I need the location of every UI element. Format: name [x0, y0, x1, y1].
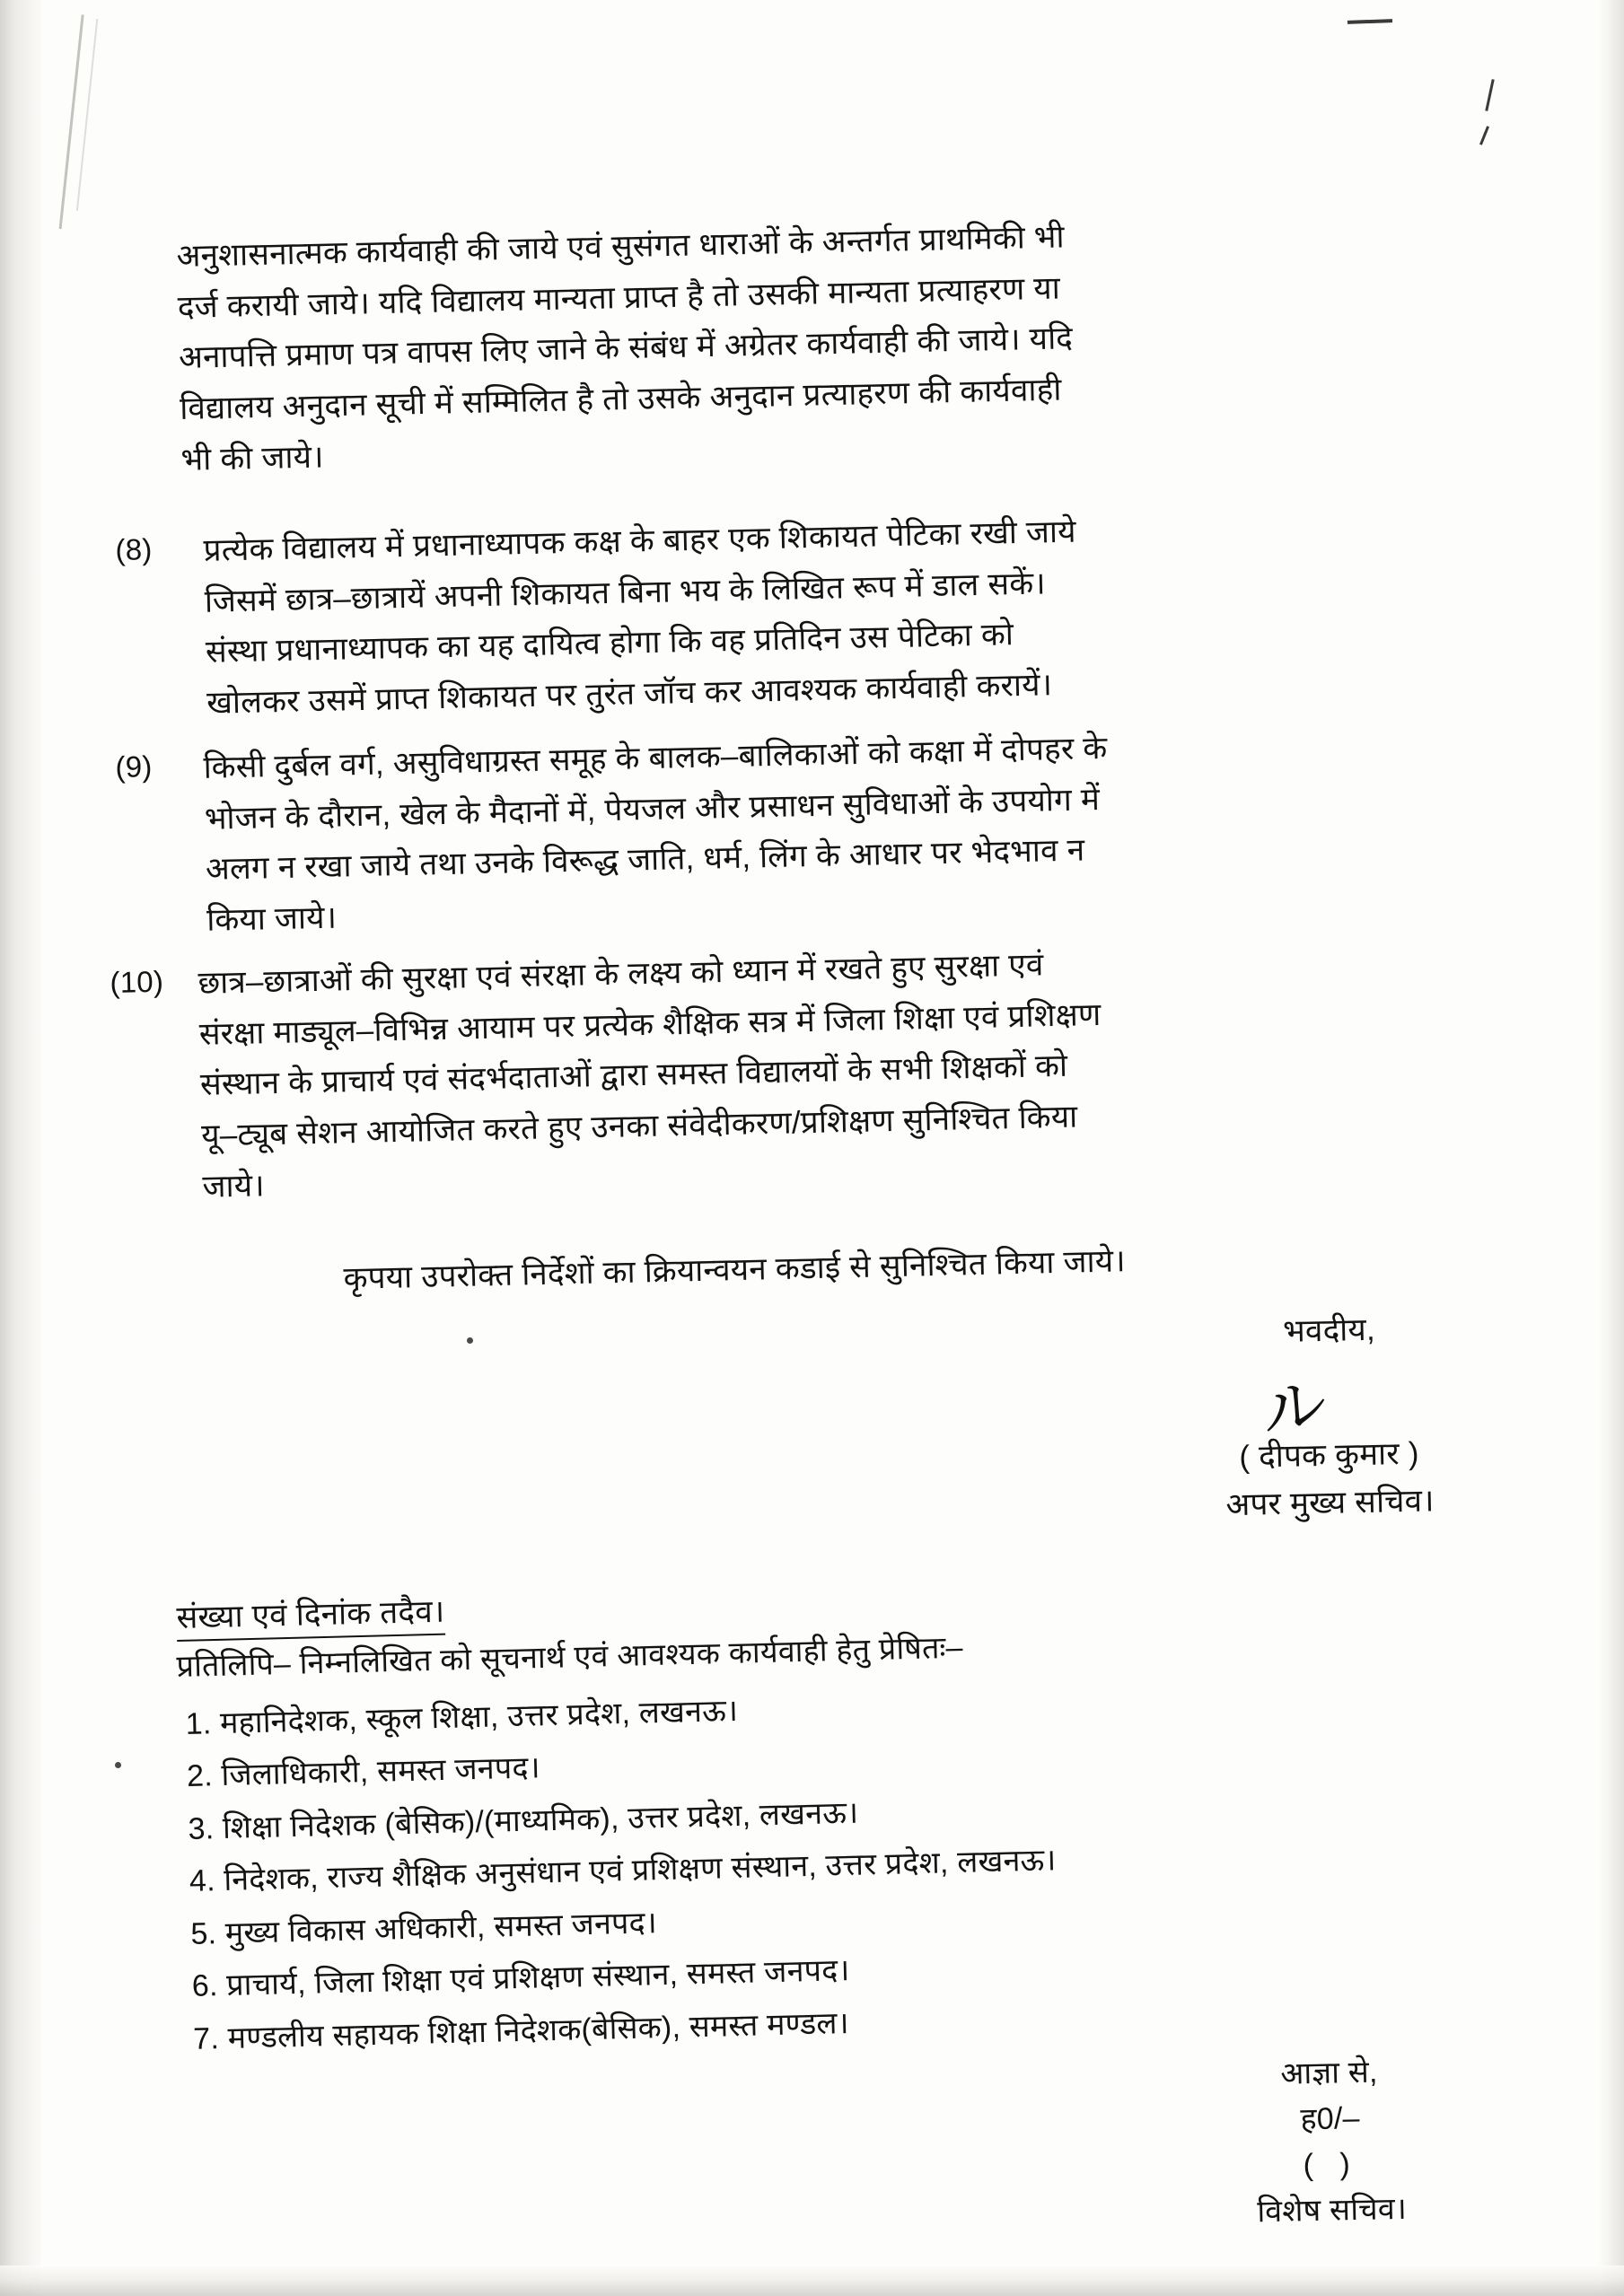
- list-item: 5. मुख्य विकास अधिकारी, समस्त जनपद।: [189, 1906, 658, 1951]
- paragraph-line: विद्यालय अनुदान सूची में सम्मिलित है तो उसके अनुदान प्रत्याहरण की कार्यवाही: [179, 372, 1062, 427]
- paragraph-line: अनापत्ति प्रमाण पत्र वापस लिए जाने के संबंध में अग्रेतर कार्यवाही की जाये। यदि: [178, 320, 1074, 376]
- clause-line: संरक्षा माड्यूल–विभिन्न आयाम पर प्रत्येक शैक्षिक सत्र में जिला शिक्षा एवं प्रशिक्षण: [198, 996, 1102, 1052]
- clause-line: संस्था प्रधानाध्यापक का यह दायित्व होगा कि वह प्रतिदिन उस पेटिका को: [205, 617, 1014, 670]
- clause-number: (10): [110, 964, 164, 999]
- by-order-block: [1185, 2047, 1476, 2237]
- top-paragraph: [176, 212, 1075, 486]
- copy-forward-line: प्रतिलिपि– निम्नलिखित को सूचनार्थ एवं आवश्यक कार्यवाही हेतु प्रेषितः–: [176, 1630, 964, 1684]
- clause-line: किया जाये।: [206, 899, 338, 938]
- clause-line: जाये।: [202, 1168, 266, 1205]
- list-item: 3. शिक्षा निदेशक (बेसिक)/(माध्यमिक), उत्तर प्रदेश, लखनऊ।: [188, 1795, 859, 1846]
- list-item: 7. मण्डलीय सहायक शिक्षा निदेशक(बेसिक), समस्त मण्डल।: [192, 2005, 850, 2056]
- clause-line: छात्र–छात्राओं की सुरक्षा एवं संरक्षा के लक्ष्य को ध्यान में रखते हुए सुरक्षा एवं: [198, 947, 1044, 1001]
- clause-body: [198, 930, 1515, 1213]
- signature-salutation-block: [1194, 1305, 1464, 1358]
- list-item: 1. महानिदेशक, स्कूल शिक्षा, उत्तर प्रदेश, लखनऊ।: [185, 1693, 739, 1741]
- signature-name-block: [1149, 1429, 1510, 1530]
- clause-item-8: [115, 498, 1466, 731]
- list-item: 4. निदेशक, राज्य शैक्षिक अनुसंधान एवं प्रशिक्षण संस्थान, उत्तर प्रदेश, लखनऊ।: [189, 1843, 1057, 1899]
- clause-number: (8): [115, 532, 153, 566]
- paragraph-line: अनुशासनात्मक कार्यवाही की जाये एवं सुसंगत धाराओं के अन्तर्गत प्राथमिकी भी: [176, 219, 1066, 274]
- signature-parentheses: ( ): [1303, 2146, 1360, 2183]
- by-order-label: आज्ञा से,: [1279, 2055, 1378, 2091]
- short-signature: ह0/–: [1300, 2100, 1361, 2137]
- closing-note: कृपया उपरोक्त निर्देशों का क्रियान्वयन कडाई से सुनिश्चित किया जाये।: [343, 1243, 1127, 1296]
- clause-body: [203, 715, 1484, 947]
- list-item: 2. जिलाधिकारी, समस्त जनपद।: [186, 1750, 541, 1794]
- clause-line: यू–ट्यूब सेशन आयोजित करते हुए उनका संवेदीकरण/प्रशिक्षण सुनिश्चित किया: [200, 1099, 1078, 1153]
- reference-heading: संख्या एवं दिनांक तदैव।: [176, 1590, 445, 1642]
- paragraph-line: भी की जाये।: [180, 439, 325, 478]
- order-designation: विशेष सचिव।: [1256, 2191, 1408, 2230]
- clause-line: जिसमें छात्र–छात्रायें अपनी शिकायत बिना भय के लिखित रूप में डाल सकें।: [204, 565, 1047, 619]
- list-item: 6. प्राचार्य, जिला शिक्षा एवं प्रशिक्षण संस्थान, समस्त जनपद।: [191, 1953, 850, 2004]
- clause-line: प्रत्येक विद्यालय में प्रधानाध्यापक कक्ष के बाहर एक शिकायत पेटिका रखी जाये: [203, 513, 1077, 568]
- clause-line: किसी दुर्बल वर्ग, असुविधाग्रस्त समूह के बालक–बालिकाओं को कक्षा में दोपहर के: [203, 730, 1108, 785]
- signatory-name: ( दीपक कुमार ): [1238, 1435, 1420, 1475]
- signatory-designation: अपर मुख्य सचिव।: [1225, 1482, 1435, 1522]
- clause-number: (9): [115, 749, 153, 784]
- clause-item-10: [110, 930, 1515, 1214]
- clause-line: अलग न रखा जाये तथा उनके विरूद्ध जाति, धर्म, लिंग के आधार पर भेदभाव न: [205, 832, 1085, 888]
- handwritten-signature: ル: [1258, 1369, 1330, 1448]
- clause-body: [203, 498, 1466, 729]
- clause-line: खोलकर उसमें प्राप्त शिकायत पर तुरंत जॉच कर आवश्यक कार्यवाही करायें।: [206, 667, 1053, 721]
- distribution-list: [185, 1677, 1060, 2065]
- signature-salutation: भवदीय,: [1282, 1311, 1376, 1349]
- clause-line: भोजन के दौरान, खेल के मैदानों में, पेयजल और प्रसाधन सुविधाओं के उपयोग में: [204, 781, 1101, 837]
- clause-item-9: [115, 715, 1484, 949]
- paragraph-line: दर्ज करायी जाये। यदि विद्यालय मान्यता प्राप्त है तो उसकी मान्यता प्रत्याहरण या: [177, 270, 1061, 325]
- clause-line: संस्थान के प्राचार्य एवं संदर्भदाताओं द्वारा समस्त विद्यालयों के सभी शिक्षकों को: [199, 1048, 1068, 1103]
